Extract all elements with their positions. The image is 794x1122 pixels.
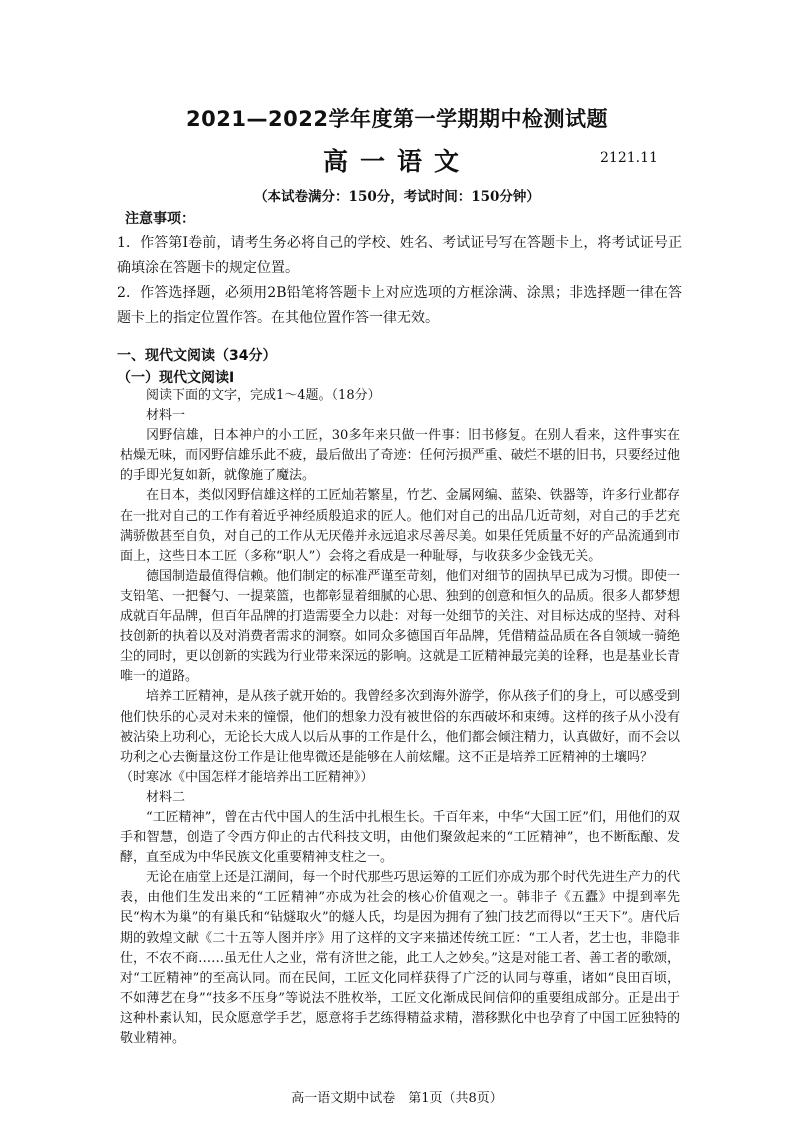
reading-passage (120, 386, 680, 1049)
exam-date: 2121.11 (600, 150, 658, 166)
material-label: 材料一 (146, 408, 186, 424)
paragraph: 冈野信雄，日本神户的小工匠，30多年来只做一件事：旧书修复。在别人看来，这件事实在枯燥无味，而冈野信雄乐此不疲，最后做出了奇迹：任何污损严重、破烂不堪的旧书，只要经过他的手即光复如新，就像施了魔法。 (120, 428, 680, 484)
page-footer: 高一语文期中试卷 第1页（共8页） (291, 1091, 503, 1106)
paragraph: 无论在庙堂上还是江湖间，每一个时代那些巧思运筹的工匠们亦成为那个时代先进生产力的代表，由他们生发出来的“工匠精神”亦成为社会的核心价值观之一。韩非子《五蠹》中提到率先民“构木为巢”的有巢氏和“钻燧取火”的燧人氏，均是因为拥有了独门技艺而得以“王天下”。唐代后期的敦煌文献《二十五等人图并序》用了这样的文字来描述传统工匠：“工人者，艺士也，非隐非仕，不农不商……虽无仕人之业，常有济世之能，此工人之妙矣。”这是对能工者、善工者的歌颂，对“工匠精神”的至高认同。而在民间，工匠文化同样获得了广泛的认同与尊重，诸如“良田百顷，不如薄艺在身”“技多不压身”等说法不胜枚举，工匠文化渐成民间信仰的重要组成部分。正是出于这种朴素认知，民众愿意学手艺，愿意将手艺练得精益求精，潜移默化中也孕育了中国工匠独特的敬业精神。 (120, 870, 680, 1046)
exam-subject: 高一语文 (322, 147, 471, 176)
citation: （时寒冰《中国怎样才能培养出工匠精神》） (120, 769, 374, 785)
notes-heading: 注意事项： (125, 211, 195, 227)
section-heading: 一、现代文阅读（34分） (117, 348, 277, 364)
paragraph: 德国制造最值得信赖。他们制定的标准严谨至苛刻，他们对细节的固执早已成为习惯。即使一支铅笔、一把餐勺、一提菜篮，也都彰显着细腻的心思、独到的创意和恒久的品质。很多人都梦想成就百年品牌，但百年品牌的打造需要全力以赴：对每一处细节的关注、对目标达成的坚持、对科技创新的执着以及对消费者需求的洞察。如同众多德国百年品牌，凭借精益品质在各自领域一骑绝尘的同时，更以创新的实践为行业带来深远的影响。这就是工匠精神最完美的诠释，也是基业长青唯一的道路。 (120, 568, 680, 685)
exam-meta: （本试卷满分：150分，考试时间：150分钟） (254, 189, 540, 205)
subsection-heading: （一）现代文阅读Ⅰ (117, 370, 235, 386)
material-label: 材料二 (146, 789, 186, 805)
exam-title: 2021—2022学年度第一学期期中检测试题 (186, 107, 608, 131)
paragraph: 培养工匠精神，是从孩子就开始的。我曾经多次到海外游学，你从孩子们的身上，可以感受到他们快乐的心灵对未来的憧憬，他们的想象力没有被世俗的东西破坏和束缚。这样的孩子从小没有被沾染上功利心，无论长大成人以后从事的工作是什么，他们都会倾注精力，认真做好，而不会以功利之心去衡量这份工作是让他卑微还是能够在人前炫耀。这不正是培养工匠精神的土壤吗？ (120, 689, 680, 765)
note-item: 2．作答选择题，必须用2B铅笔将答题卡上对应选项的方框涂满、涂黑；非选择题一律在答题卡上的指定位置作答。在其他位置作答一律无效。 (117, 285, 682, 326)
paragraph: “工匠精神”，曾在古代中国人的生活中扎根生长。千百年来，中华“大国工匠”们，用他们的双手和智慧，创造了令西方仰止的古代科技文明，由他们聚敛起来的“工匠精神”，也不断酝酿、发酵，直至成为中华民族文化重要精神支柱之一。 (120, 809, 680, 866)
instruction: 阅读下面的文字，完成1～4题。（18分） (146, 388, 381, 403)
paragraph: 在日本，类似冈野信雄这样的工匠灿若繁星，竹艺、金属网编、蓝染、铁器等，许多行业都存在一批对自己的工作有着近乎神经质般追求的匠人。他们对自己的出品几近苛刻，对自己的手艺充满骄傲甚至自负，对自己的工作从无厌倦并永远追求尽善尽美。如果任凭质量不好的产品流通到市面上，这些日本工匠（多称“职人”）会将之看成是一种耻辱，与收获多少金钱无关。 (120, 488, 680, 564)
note-item: 1．作答第Ⅰ卷前，请考生务必将自己的学校、姓名、考试证号写在答题卡上，将考试证号正确填涂在答题卡的规定位置。 (117, 235, 682, 276)
